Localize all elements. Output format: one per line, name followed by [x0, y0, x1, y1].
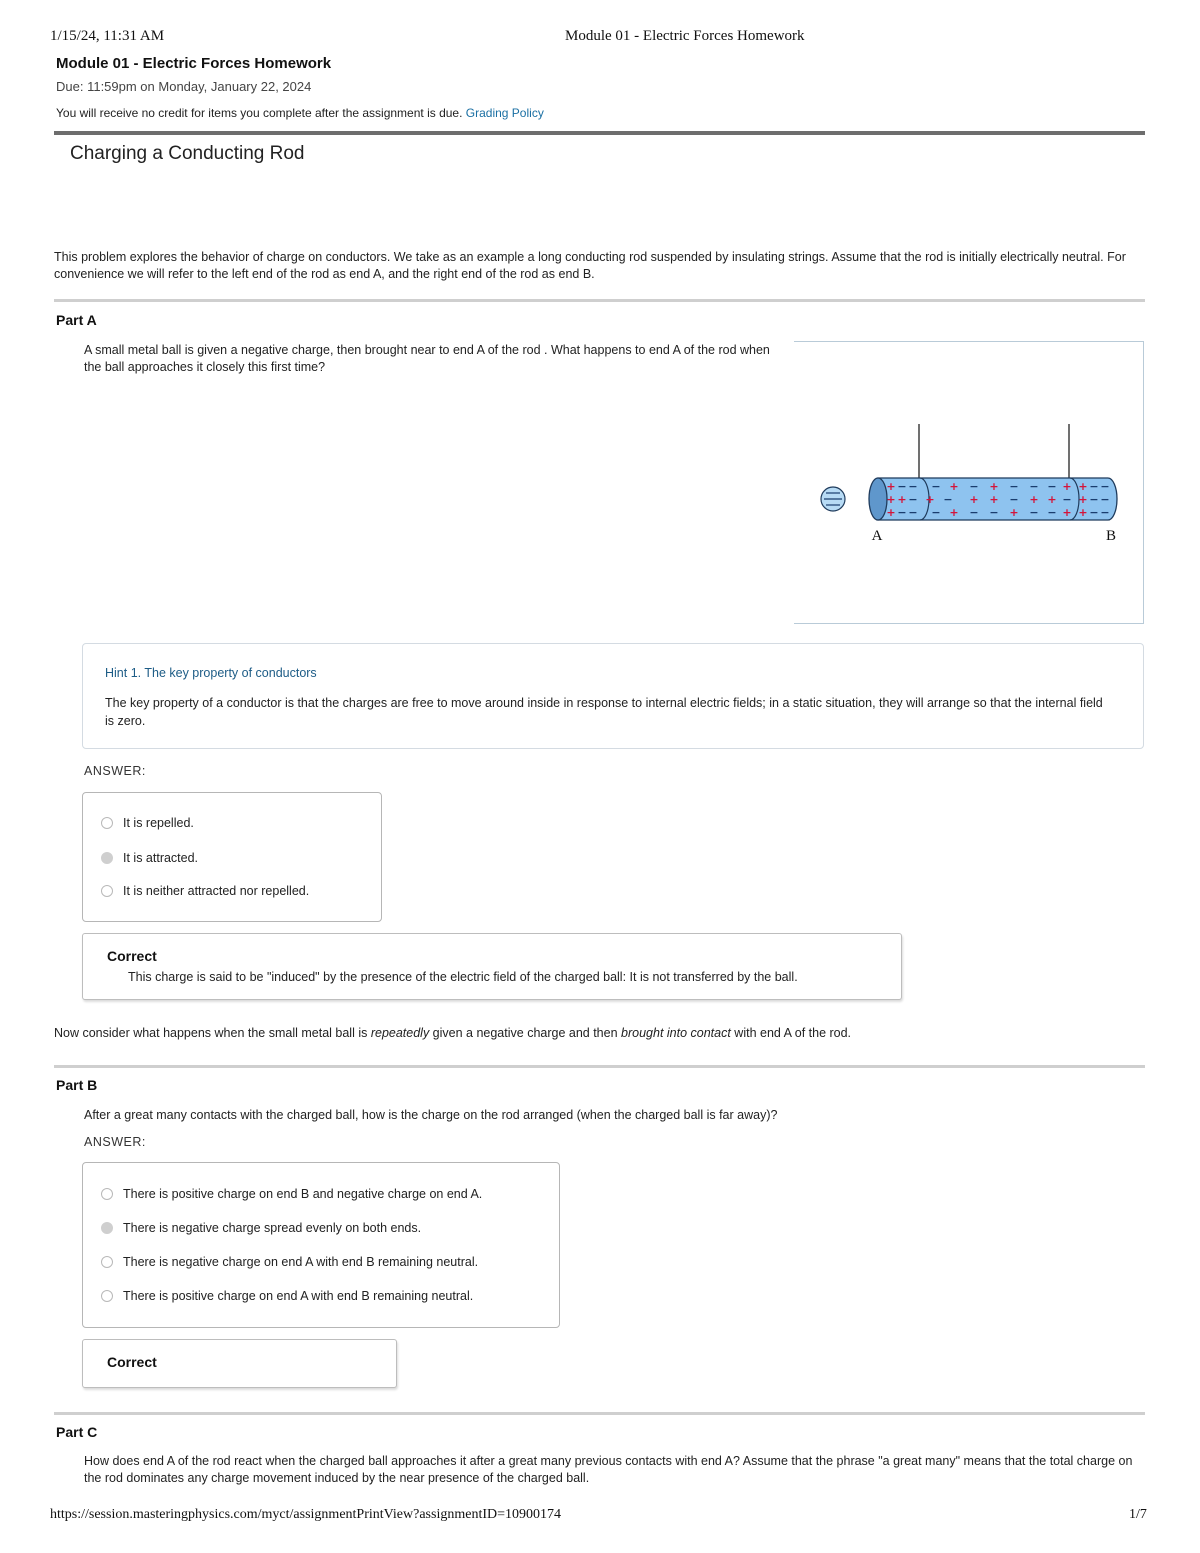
- choice-label: It is repelled.: [123, 816, 194, 830]
- svg-text:−: −: [931, 506, 941, 519]
- header-divider: [54, 131, 1145, 135]
- hint-panel: [82, 643, 1144, 749]
- part-b-divider: [54, 1065, 1145, 1068]
- svg-text:−: −: [931, 480, 941, 493]
- svg-text:−: −: [969, 480, 979, 493]
- end-b-label: B: [1105, 528, 1117, 544]
- part-a-feedback: [82, 933, 902, 1000]
- svg-text:+: +: [886, 480, 896, 493]
- radio-button-selected[interactable]: [101, 852, 113, 864]
- svg-text:−: −: [1100, 506, 1110, 519]
- svg-text:−: −: [1100, 493, 1110, 506]
- svg-text:−: −: [1009, 493, 1019, 506]
- svg-text:−: −: [908, 493, 918, 506]
- choice-label: There is negative charge on end A with end B remaining neutral.: [123, 1255, 479, 1269]
- end-a-label: A: [871, 528, 883, 544]
- svg-text:+: +: [1078, 493, 1088, 506]
- radio-button[interactable]: [101, 817, 113, 829]
- svg-text:−: −: [1062, 493, 1072, 506]
- svg-text:−: −: [969, 506, 979, 519]
- svg-text:−: −: [1089, 480, 1099, 493]
- part-b-choice-2[interactable]: [101, 1219, 421, 1237]
- part-b-answer-label: ANSWER:: [84, 1135, 146, 1149]
- svg-text:+: +: [1047, 493, 1057, 506]
- print-url: https://session.masteringphysics.com/myct/assignmentPrintView?assignmentID=10900174: [50, 1507, 562, 1522]
- radio-button-selected[interactable]: [101, 1222, 113, 1234]
- problem-title: Charging a Conducting Rod: [70, 143, 305, 164]
- svg-text:−: −: [908, 480, 918, 493]
- due-date: Due: 11:59pm on Monday, January 22, 2024: [56, 79, 312, 94]
- svg-text:+: +: [897, 493, 907, 506]
- svg-text:+: +: [989, 480, 999, 493]
- rod-end-face: [869, 478, 887, 520]
- svg-text:+: +: [1029, 493, 1039, 506]
- part-a-label: Part A: [56, 312, 97, 328]
- svg-text:−: −: [1047, 506, 1057, 519]
- late-notice-text: You will receive no credit for items you complete after the assignment is due.: [56, 106, 463, 120]
- svg-text:+: +: [949, 480, 959, 493]
- svg-text:+: +: [1078, 506, 1088, 519]
- part-b-choices: [82, 1162, 560, 1328]
- svg-text:−: −: [1089, 506, 1099, 519]
- page-number: 1/7: [1129, 1507, 1147, 1522]
- grading-policy-link[interactable]: Grading Policy: [465, 106, 544, 120]
- svg-text:+: +: [1009, 506, 1019, 519]
- part-a-choice-1[interactable]: [101, 814, 194, 832]
- hint-text: The key property of a conductor is that the charges are free to move around inside in response to internal electric fields; in a static situation, they will arrange so that the internal field is zero.: [105, 696, 1103, 728]
- svg-text:−: −: [1029, 506, 1039, 519]
- part-c-divider: [54, 1412, 1145, 1415]
- hint-title[interactable]: Hint 1. The key property of conductors: [105, 666, 317, 680]
- part-c-question: How does end A of the rod react when the charged ball approaches it after a great many previous contacts with end A? Assume that the phrase "a great many" means that the total charge on the rod dominates any charge movement induced by the near presence of the charged ball.: [84, 1454, 1133, 1485]
- part-b-label: Part B: [56, 1077, 98, 1093]
- radio-button[interactable]: [101, 1290, 113, 1302]
- svg-text:+: +: [886, 493, 896, 506]
- svg-text:+: +: [989, 493, 999, 506]
- part-b-choice-1[interactable]: [101, 1185, 482, 1203]
- late-notice: [56, 106, 544, 120]
- rod-diagram: [794, 342, 1144, 625]
- charged-ball: [821, 487, 845, 511]
- svg-text:+: +: [1062, 506, 1072, 519]
- svg-text:−: −: [1100, 480, 1110, 493]
- choice-label: There is negative charge spread evenly on both ends.: [123, 1221, 422, 1235]
- svg-text:+: +: [949, 506, 959, 519]
- part-a-answer-label: ANSWER:: [84, 764, 146, 778]
- svg-text:−: −: [1009, 480, 1019, 493]
- feedback-title: Correct: [107, 1354, 157, 1370]
- part-a-question: A small metal ball is given a negative charge, then brought near to end A of the rod . What happens to end A of the rod when the ball approaches it closely this first time?: [84, 343, 770, 374]
- choice-label: There is positive charge on end B and negative charge on end A.: [123, 1187, 483, 1201]
- radio-button[interactable]: [101, 885, 113, 897]
- svg-text:+: +: [886, 506, 896, 519]
- radio-button[interactable]: [101, 1256, 113, 1268]
- svg-text:+: +: [1078, 480, 1088, 493]
- part-a-choices: [82, 792, 382, 922]
- part-b-question: After a great many contacts with the charged ball, how is the charge on the rod arranged (when the charged ball is far away)?: [84, 1108, 778, 1122]
- assignment-title: Module 01 - Electric Forces Homework: [56, 55, 332, 72]
- svg-text:+: +: [1062, 480, 1072, 493]
- feedback-title: Correct: [107, 948, 157, 964]
- rod-figure: [794, 341, 1144, 624]
- radio-button[interactable]: [101, 1188, 113, 1200]
- svg-text:−: −: [989, 506, 999, 519]
- choice-label: It is attracted.: [123, 851, 199, 865]
- part-a-choice-3[interactable]: [101, 882, 309, 900]
- choice-label: There is positive charge on end A with end B remaining neutral.: [123, 1289, 474, 1303]
- part-b-choice-3[interactable]: [101, 1253, 478, 1271]
- part-b-feedback: [82, 1339, 397, 1388]
- part-b-choice-4[interactable]: [101, 1287, 473, 1305]
- svg-text:−: −: [943, 493, 953, 506]
- feedback-text: This charge is said to be "induced" by the presence of the electric field of the charged ball: It is not transferred by the ball.: [128, 970, 798, 984]
- svg-text:−: −: [908, 506, 918, 519]
- print-date: 1/15/24, 11:31 AM: [50, 28, 165, 44]
- svg-text:−: −: [1029, 480, 1039, 493]
- transition-text: Now consider what happens when the small metal ball is repeatedly given a negative charge and then brought into contact with end A of the rod.: [54, 1026, 852, 1040]
- svg-text:−: −: [1047, 480, 1057, 493]
- part-a-choice-2[interactable]: [101, 849, 198, 867]
- svg-text:−: −: [897, 480, 907, 493]
- svg-text:+: +: [969, 493, 979, 506]
- svg-text:−: −: [1089, 493, 1099, 506]
- print-title: Module 01 - Electric Forces Homework: [565, 28, 805, 44]
- problem-intro: This problem explores the behavior of charge on conductors. We take as an example a long conducting rod suspended by insulating strings. Assume that the rod is initially electrically neutral. For convenience we will refer to the left end of the rod as end A, and the right end of the rod as end B.: [54, 250, 1126, 281]
- part-a-divider: [54, 299, 1145, 302]
- part-c-label: Part C: [56, 1424, 98, 1440]
- choice-label: It is neither attracted nor repelled.: [123, 884, 310, 898]
- svg-text:+: +: [925, 493, 935, 506]
- svg-text:−: −: [897, 506, 907, 519]
